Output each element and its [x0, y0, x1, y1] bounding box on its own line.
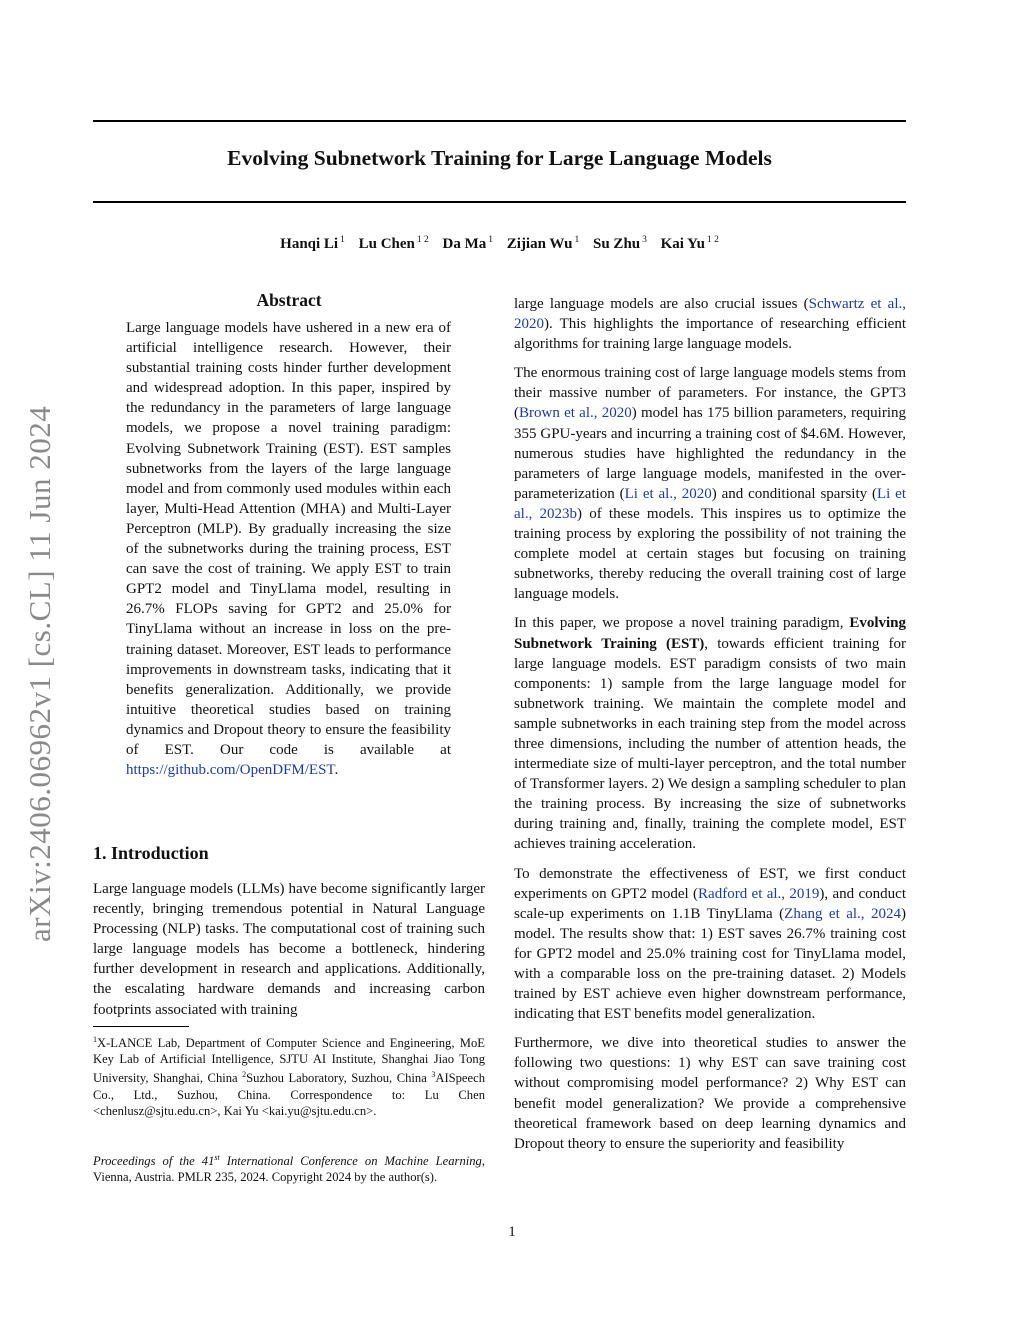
intro-paragraph: In this paper, we propose a novel training paradigm, Evolving Subnetwork Training (EST), towards efficient training for large language models. EST paradigm consists of two main components: 1) sample from the large language model for subnetwork training. We maintain the complete model and sample subnetworks in each training step from the model across three dimensions, including the number of attention heads, the intermediate size of multi-layer perceptron, and the total number of Transformer layers. 2) We design a sampling scheduler to plan the training process. By increasing the size of subnetworks during training and, finally, training the complete model, EST achieves training acceleration.: [514, 615, 906, 853]
title-bottom-rule: [93, 201, 906, 203]
author: Da Ma $^1$: [442, 235, 494, 252]
left-column: [93, 290, 485, 780]
abstract-text: Large language models have ushered in a new era of artificial intelligence research. However, their substantial training costs hinder further development and widespread adoption. In this paper, inspired by the redundancy in the parameters of large language models, we propose a novel training paradigm: Evolving Subnetwork Training (EST). EST samples subnetworks from the layers of the large language model and from commonly used modules within each layer, Multi-Head Attention (MHA) and Multi-Layer Perceptron (MLP). By gradually increasing the size of the subnetworks during the training process, EST can save the cost of training. We apply EST to train GPT2 model and TinyLlama model, resulting in 26.7% FLOPs saving for GPT2 and 25.0% for TinyLlama without an increase in loss on the pre-training dataset. Moreover, EST leads to performance improvements in downstream tasks, indicating that it benefits generalization. Additionally, we provide intuitive theoretical studies based on training dynamics and Dropout theory to ensure the feasibility of EST. Our code is available at https://github.com/OpenDFM/EST.: [126, 320, 451, 779]
footnote-rule: [93, 1026, 189, 1027]
intro-paragraph: large language models are also crucial issues (Schwartz et al., 2020). This highlights the importance of researching efficient algorithms for training large language models.: [514, 296, 906, 353]
author: Su Zhu $^3$: [593, 235, 647, 252]
author-list: [93, 235, 906, 253]
arxiv-watermark: arXiv:2406.06962v1 [cs.CL] 11 Jun 2024: [22, 405, 57, 942]
author: Zijian Wu $^1$: [506, 235, 580, 252]
intro-paragraph: The enormous training cost of large language models stems from their massive number of parameters. For instance, the GPT3 (Brown et al., 2020) model has 175 billion parameters, requiring 355 GPU-years and incurring a training cost of $4.6M. However, numerous studies have highlighted the redundancy in the parameters of large language models, manifested in the over-parameterization (Li et al., 2020) and conditional sparsity (Li et al., 2023b) of these models. This inspires us to optimize the training process by exploring the possibility of not training the complete model at certain stages but focusing on training subnetworks, thereby reducing the overall training cost of large language models.: [514, 365, 907, 603]
intro-paragraph: Furthermore, we dive into theoretical studies to answer the following two questions: 1) why EST can save training cost without compromising model performance? 2) Why EST can benefit model generalization? We provide a comprehensive theoretical framework based on deep learning dynamics and Dropout theory to ensure the superiority and feasibility: [514, 1035, 906, 1152]
affiliation-footnote: $^1$X-LANCE Lab, Department of Computer Science and Engineering, MoE Key Lab of Artificial Intelligence, SJTU AI Institute, Shanghai Jiao Tong University, Shanghai, China $^2$Suzhou Laboratory, Suzhou, China $^3$AISpeech Co., Ltd., Suzhou, China. Correspondence to: Lu Chen <chenlusz@sjtu.edu.cn>, Kai Yu <kai.yu@sjtu.edu.cn>.: [93, 1035, 485, 1118]
citation-link[interactable]: Li et al., 2020: [624, 485, 712, 502]
right-column: [514, 294, 906, 1163]
author: Kai Yu $^{1 2}$: [660, 235, 719, 252]
intro-paragraph-left: Large language models (LLMs) have become significantly larger recently, bringing tremendous potential in Natural Language Processing (NLP) tasks. The computational cost of training such large language models has become a bottleneck, hindering further development in research and applications. Additionally, the escalating hardware demands and increasing carbon footprints associated with training: [93, 881, 485, 1018]
intro-paragraph: To demonstrate the effectiveness of EST, we first conduct experiments on GPT2 model (Radford et al., 2019), and conduct scale-up experiments on 1.1B TinyLlama (Zhang et al., 2024) model. The results show that: 1) EST saves 26.7% training cost for GPT2 model and 25.0% training cost for TinyLlama model, with a comparable loss on the pre-training dataset. 2) Models trained by EST achieve even higher downstream performance, indicating that EST benefits model generalization.: [514, 865, 906, 1023]
introduction-heading: 1. Introduction: [93, 843, 209, 863]
citation-link[interactable]: Li et al., 2023b: [514, 485, 907, 522]
title-top-rule: [93, 120, 906, 122]
author: Lu Chen $^{1 2}$: [358, 235, 429, 252]
citation-link[interactable]: Radford et al., 2019: [698, 885, 820, 902]
code-link[interactable]: https://github.com/OpenDFM/EST: [126, 762, 335, 779]
citation-link[interactable]: Brown et al., 2020: [519, 405, 632, 422]
abstract-heading: Abstract: [256, 290, 322, 310]
proceedings-note: Proceedings of the 41st International Conference on Machine Learning, Vienna, Austria. PMLR 235, 2024. Copyright 2024 by the author(s).: [93, 1153, 485, 1185]
paper-title: Evolving Subnetwork Training for Large Language Models: [227, 146, 772, 170]
author: Hanqi Li $^1$: [280, 235, 345, 252]
citation-link[interactable]: Zhang et al., 2024: [784, 905, 901, 922]
page-number: 1: [508, 1224, 516, 1240]
citation-link[interactable]: Schwartz et al., 2020: [514, 296, 906, 333]
